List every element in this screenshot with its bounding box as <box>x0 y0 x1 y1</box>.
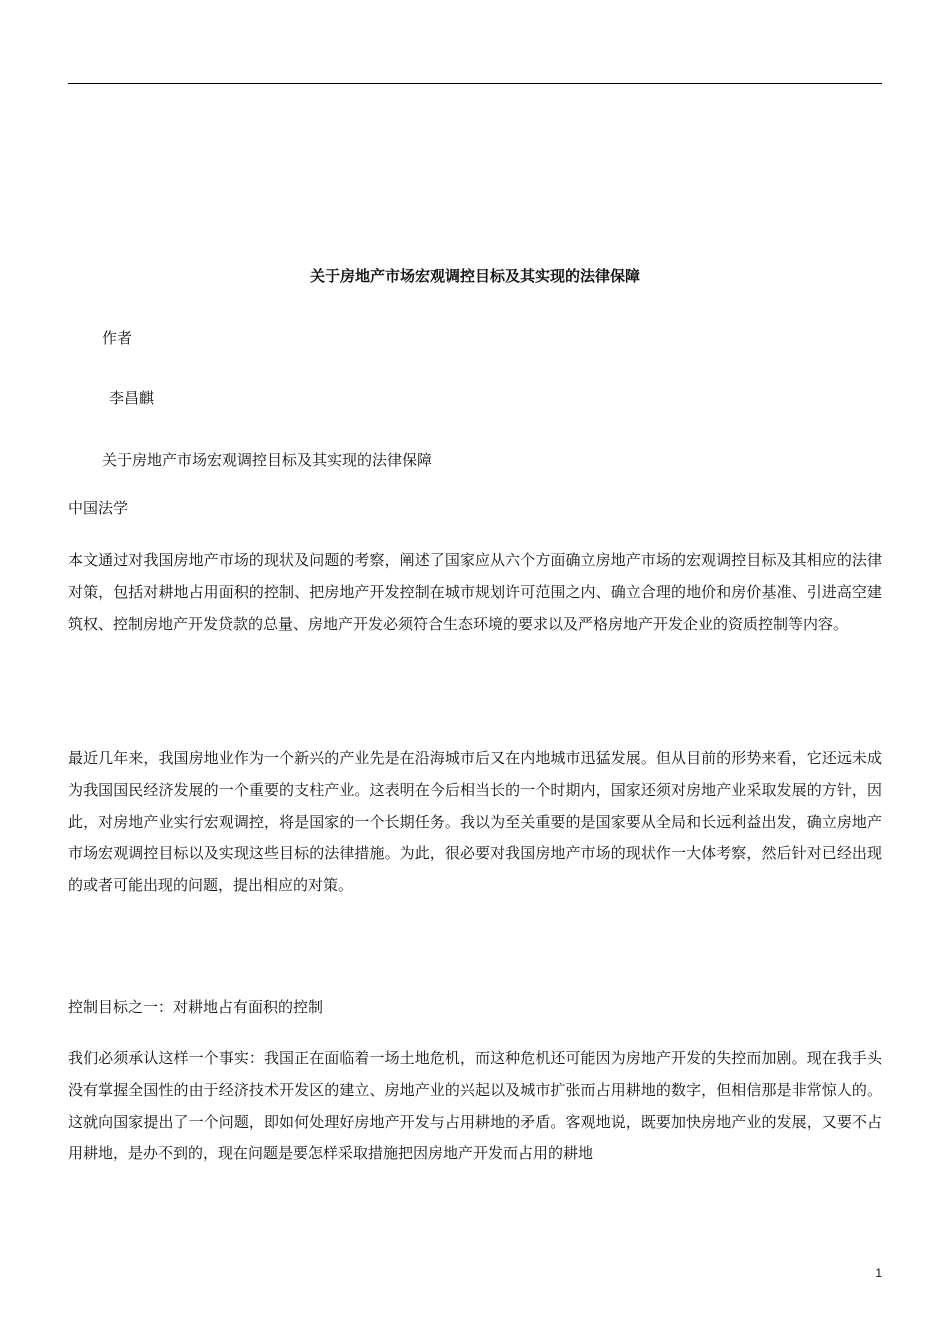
author-name: 李昌麒 <box>109 389 155 407</box>
document-title: 关于房地产市场宏观调控目标及其实现的法律保障 <box>309 267 640 285</box>
header-rule <box>68 83 882 84</box>
body-paragraph: 我们必须承认这样一个事实：我国正在面临着一场土地危机，而这种危机还可能因为房地产开发的失控而加剧。现在我手头没有掌握全国性的由于经济技术开发区的建立、房地产业的兴起以及城市扩张而占用耕地的数字，但相信那是非常惊人的。这就向国家提出了一个问题，即如何处理好房地产开发与占用耕地的矛盾。客观地说，既要加快房地产业的发展，又要不占用耕地，是办不到的，现在问题是要怎样采取措施把因房地产开发而占用的耕地 <box>68 1049 882 1163</box>
intro-paragraph: 最近几年来，我国房地业作为一个新兴的产业先是在沿海城市后又在内地城市迅猛发展。但从目前的形势来看，它还远未成为我国国民经济发展的一个重要的支柱产业。这表明在今后相当长的一个时期内，国家还须对房地产业采取发展的方针，因此，对房地产业实行宏观调控，将是国家的一个长期任务。我以为至关重要的是国家要从全局和长远利益出发，确立房地产市场宏观调控目标以及实现这些目标的法律措施。为此，很必要对我国房地产市场的现状作一大体考察，然后针对已经出现的或者可能出现的问题，提出相应的对策。 <box>68 749 882 894</box>
section-heading: 控制目标之一：对耕地占有面积的控制 <box>68 998 324 1016</box>
page-number: 1 <box>875 1266 882 1280</box>
journal-name: 中国法学 <box>68 499 129 517</box>
abstract-paragraph: 本文通过对我国房地产市场的现状及问题的考察，阐述了国家应从六个方面确立房地产市场的宏观调控目标及其相应的法律对策，包括对耕地占用面积的控制、把房地产开发控制在城市规划许可范围之内、确立合理的地价和房价基准、引进高空建筑权、控制房地产开发贷款的总量、房地产开发必须符合生态环境的要求以及严格房地产开发企业的资质控制等内容。 <box>68 551 882 633</box>
author-label: 作者 <box>102 329 133 347</box>
document-subtitle: 关于房地产市场宏观调控目标及其实现的法律保障 <box>102 451 433 469</box>
